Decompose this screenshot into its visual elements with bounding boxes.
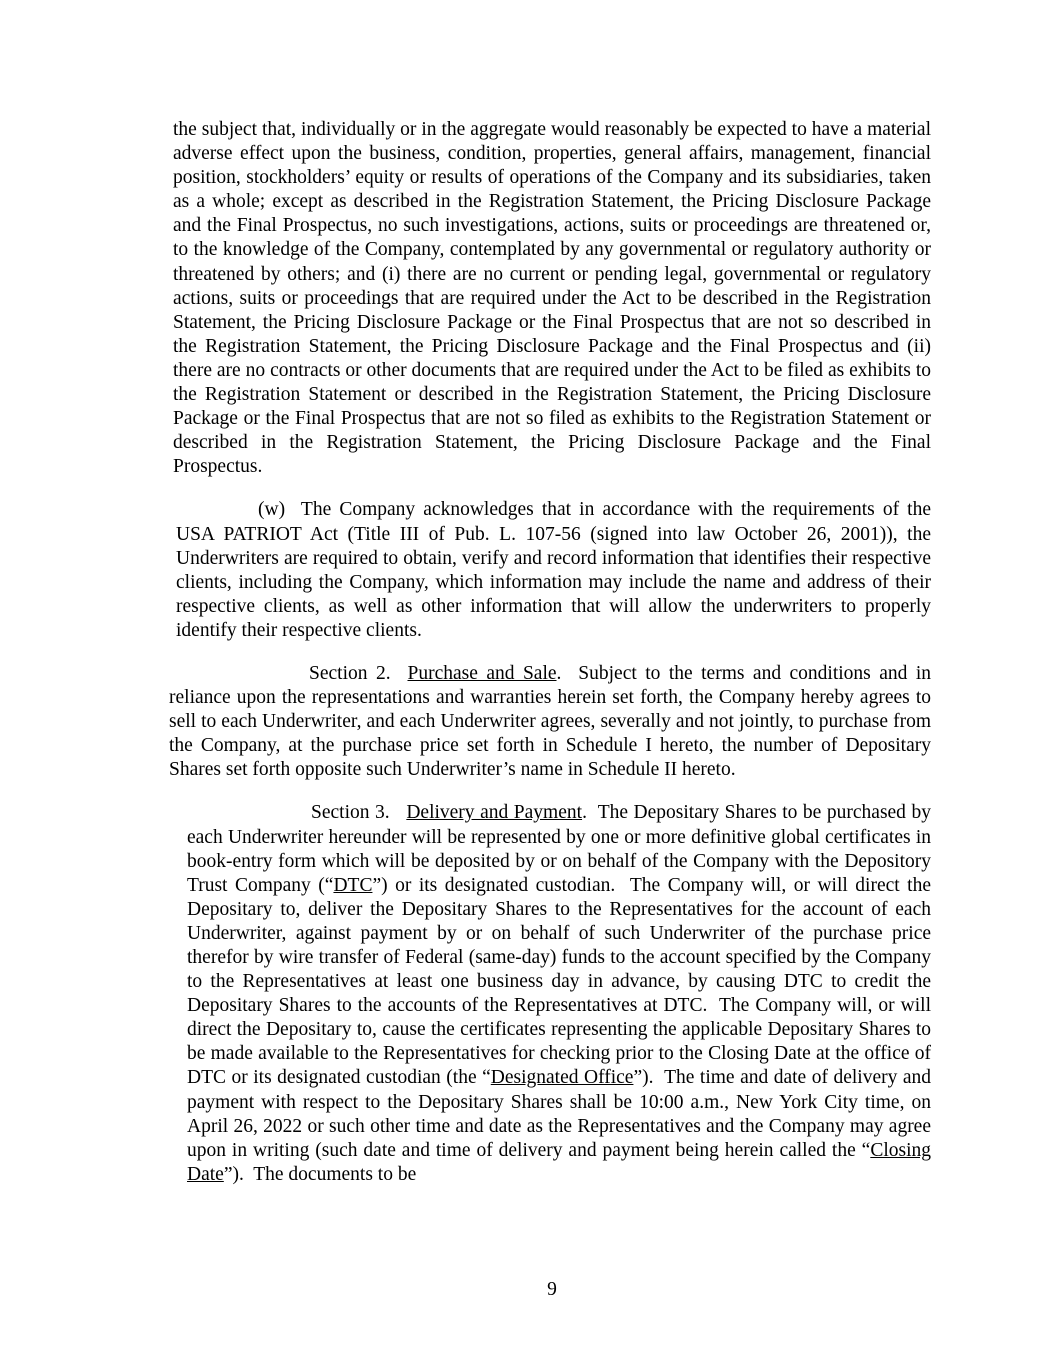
paragraph-clause-w xyxy=(176,498,931,643)
section-3-title: Delivery and Payment xyxy=(406,802,583,824)
body-text: ”). The documents to be xyxy=(223,1163,417,1185)
paragraph-continuation xyxy=(173,118,931,479)
defined-term-dtc: DTC xyxy=(333,874,373,896)
paragraph-section-2 xyxy=(169,662,931,782)
body-text: the subject that, individually or in the aggregate would reasonably be expected to have a material adverse effect upon the business, condition, properties, general affairs, management, financial position, stockholders’ equity or results of operations of the Company and its subsidiaries, taken as a whole; except as described in the Registration Statement, the Pricing Disclosure Package and the Final Prospectus, no such investigations, actions, suits or proceedings are threatened or, to the knowledge of the Company, contemplated by any governmental or regulatory authority or threatened by others; and (i) there are no current or pending legal, governmental or regulatory actions, suits or proceedings that are required under the Act to be described in the Registration Statement, the Pricing Disclosure Package or the Final Prospectus that are not so described in the Registration Statement, the Pricing Disclosure Package and the Final Prospectus and (ii) there are no contracts or other documents that are required under the Act to be filed as exhibits to the Registration Statement or described in the Registration Statement, the Pricing Disclosure Package or the Final Prospectus that are not so filed as exhibits to the Registration Statement or described in the Registration Statement, the Pricing Disclosure Package and the Final Prospectus. xyxy=(173,119,931,478)
section-3-label: Section 3. xyxy=(311,802,407,824)
paragraph-section-3 xyxy=(187,801,931,1187)
body-text: ”). The time and date of delivery and payment with respect to the Depositary Shares shall be 10:00 a.m., New York City time, on April 26, 2022 or such other time and date as the Representatives and the Company may agree upon in writing (such date and time of delivery and payment being herein called the “ xyxy=(187,1067,931,1161)
section-2-label: Section 2. xyxy=(309,662,408,684)
page-number: 9 xyxy=(547,1279,557,1300)
body-text: . Subject to the terms and conditions and in reliance upon the representations and warranties herein set forth, the Company hereby agrees to sell to each Underwriter, and each Underwriter agrees, severally and not jointly, to purchase from the Company, at the purchase price set forth in Schedule I hereto, the number of Depositary Shares set forth opposite such Underwriter’s name in Schedule II hereto. xyxy=(169,662,931,781)
body-text: . The Depositary Shares to be purchased by each Underwriter hereunder will be represented by one or more definitive global certificates in book-entry form which will be deposited by or on behalf of the Company with the Depository Trust Company (“ xyxy=(187,802,931,896)
document-body xyxy=(169,118,931,1187)
defined-term-designated-office: Designated Office xyxy=(490,1067,634,1089)
body-text: ”) or its designated custodian. The Company will, or will direct the Depositary to, deliver the Depositary Shares to the Representatives for the account of each Underwriter, against payment by or on behalf of such Underwriter of the purchase price therefor by wire transfer of Federal (same-day) funds to the account specified by the Company to the Representatives at least one business day in advance, by causing DTC to credit the Depositary Shares to the accounts of the Representatives at DTC. The Company will, or will direct the Depositary to, cause the certificates representing the applicable Depositary Shares to be made available to the Representatives for checking prior to the Closing Date at the office of DTC or its designated custodian (the “ xyxy=(187,874,931,1089)
section-2-title: Purchase and Sale xyxy=(407,662,557,684)
body-text: (w) The Company acknowledges that in accordance with the requirements of the USA PATRIOT Act (Title III of Pub. L. 107-56 (signed into law October 26, 2001)), the Underwriters are required to obtain, verify and record information that identifies their respective clients, including the Company, which information may include the name and address of their respective clients, as well as other information that will allow the underwriters to properly identify their respective clients. xyxy=(176,499,931,641)
defined-term-closing-date: Closing Date xyxy=(187,1139,931,1185)
